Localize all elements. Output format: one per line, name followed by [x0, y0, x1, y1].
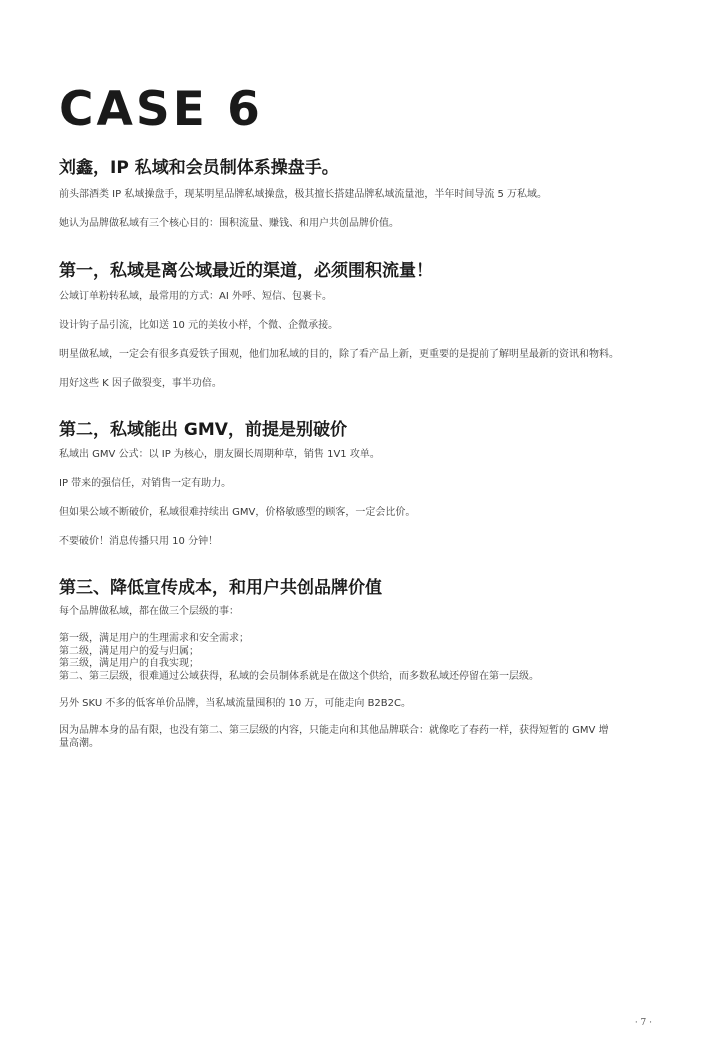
section3-first-line: 每个品牌做私域，都在做三个层级的事： — [59, 606, 239, 617]
section2-line: IP 带来的强信任，对销售一定有助力。 — [59, 478, 232, 489]
section2-line: 私域出 GMV 公式：以 IP 为核心，朋友圈长周期种草，销售 1V1 攻单。 — [59, 449, 380, 460]
section1-line: 公域订单粉转私域，最常用的方式：AI 外呼、短信、包裹卡。 — [59, 291, 332, 302]
case-title: CASE 6 — [59, 82, 263, 137]
level-line: 第一级，满足用户的生理需求和安全需求； — [59, 633, 249, 644]
section1-heading: 第一，私域是离公域最近的渠道，必须围积流量！ — [59, 261, 433, 281]
intro-heading: 刘鑫，IP 私域和会员制体系操盘手。 — [59, 158, 339, 178]
section3-paragraph: 另外 SKU 不多的低客单价品牌，当私域流量囤积的 10 万，可能走向 B2B2C。 — [59, 698, 412, 709]
intro-line: 前头部酒类 IP 私域操盘手，现某明星品牌私域操盘，极其擅长搭建品牌私域流量池，半年时间导流 5 万私域。 — [59, 189, 548, 200]
section3-levels — [59, 633, 669, 683]
section1-line: 明星做私域，一定会有很多真爱铁子围观，他们加私域的目的，除了看产品上新，更重要的是提前了解明星最新的资讯和物料。 — [59, 349, 619, 360]
section2-line: 不要破价！消息传播只用 10 分钟！ — [59, 536, 219, 547]
page-number: · 7 · — [634, 1018, 652, 1028]
intro-line: 她认为品牌做私域有三个核心目的：围积流量、赚钱、和用户共创品牌价值。 — [59, 218, 399, 229]
level-line: 第二级，满足用户的爱与归属； — [59, 645, 199, 657]
section3-paragraph-line: 量高潮。 — [59, 737, 99, 749]
level-line: 第二、第三层级，很难通过公域获得，私域的会员制体系就是在做这个供给，而多数私域还停留在第一层级。 — [59, 670, 539, 682]
section2-line: 但如果公域不断破价，私域很难持续出 GMV，价格敏感型的顾客，一定会比价。 — [59, 507, 416, 518]
section1-line: 用好这些 K 因子做裂变，事半功倍。 — [59, 378, 222, 389]
section2-heading: 第二，私域能出 GMV，前提是别破价 — [59, 420, 347, 440]
article-body — [59, 156, 669, 750]
section1-line: 设计钩子品引流，比如送 10 元的美妆小样，个微、企微承接。 — [59, 320, 339, 331]
section3-paragraph-line: 因为品牌本身的品有限，也没有第二、第三层级的内容，只能走向和其他品牌联合：就像吃了春药一样，获得短暂的 GMV 增 — [59, 725, 609, 736]
section3-heading: 第三、降低宣传成本，和用户共创品牌价值 — [59, 578, 382, 598]
level-line: 第三级，满足用户的自我实现； — [59, 658, 199, 669]
section3-last-paragraph — [59, 725, 669, 750]
